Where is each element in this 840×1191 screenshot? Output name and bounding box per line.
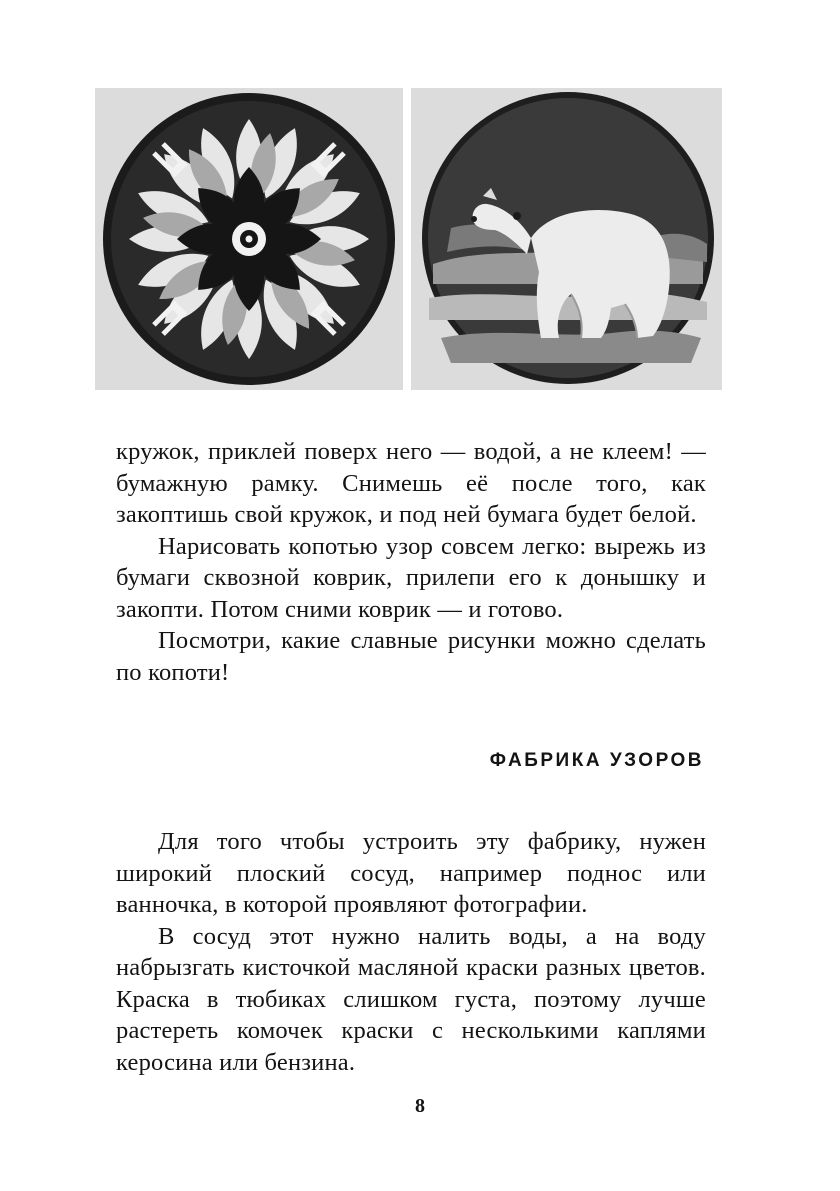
paragraph: В сосуд этот нужно налить воды, а на воду набрызгать кисточкой масляной краски разных цветов. Краска в тюбиках слишком густа, поэтому лучше растереть комочек краски с несколькими каплями керосина или бензина. — [116, 922, 706, 1076]
paragraph: кружок, приклей поверх него — водой, а не клеем! — бумажную рамку. Снимешь её после того, как закоптишь свой кружок, и под ней бумага будет белой. — [116, 438, 706, 528]
decorative-medallion-illustration — [95, 88, 403, 390]
section-heading: ФАБРИКА УЗОРОВ — [489, 750, 704, 771]
polar-bear-medallion-illustration — [411, 88, 722, 390]
body-text-lower — [116, 826, 706, 1078]
body-text-upper — [116, 436, 706, 688]
paragraph: Нарисовать копотью узор совсем легко: вырежь из бумаги сквозной коврик, прилепи его к донышку и закопти. Потом сними коврик — и готово. — [116, 532, 706, 623]
page-number: 8 — [415, 1095, 425, 1117]
paragraph: Для того чтобы устроить эту фабрику, нужен широкий плоский сосуд, например поднос или ванночка, в которой проявляют фотографии. — [116, 828, 706, 918]
paragraph: Посмотри, какие славные рисунки можно сделать по копоти! — [116, 627, 706, 686]
